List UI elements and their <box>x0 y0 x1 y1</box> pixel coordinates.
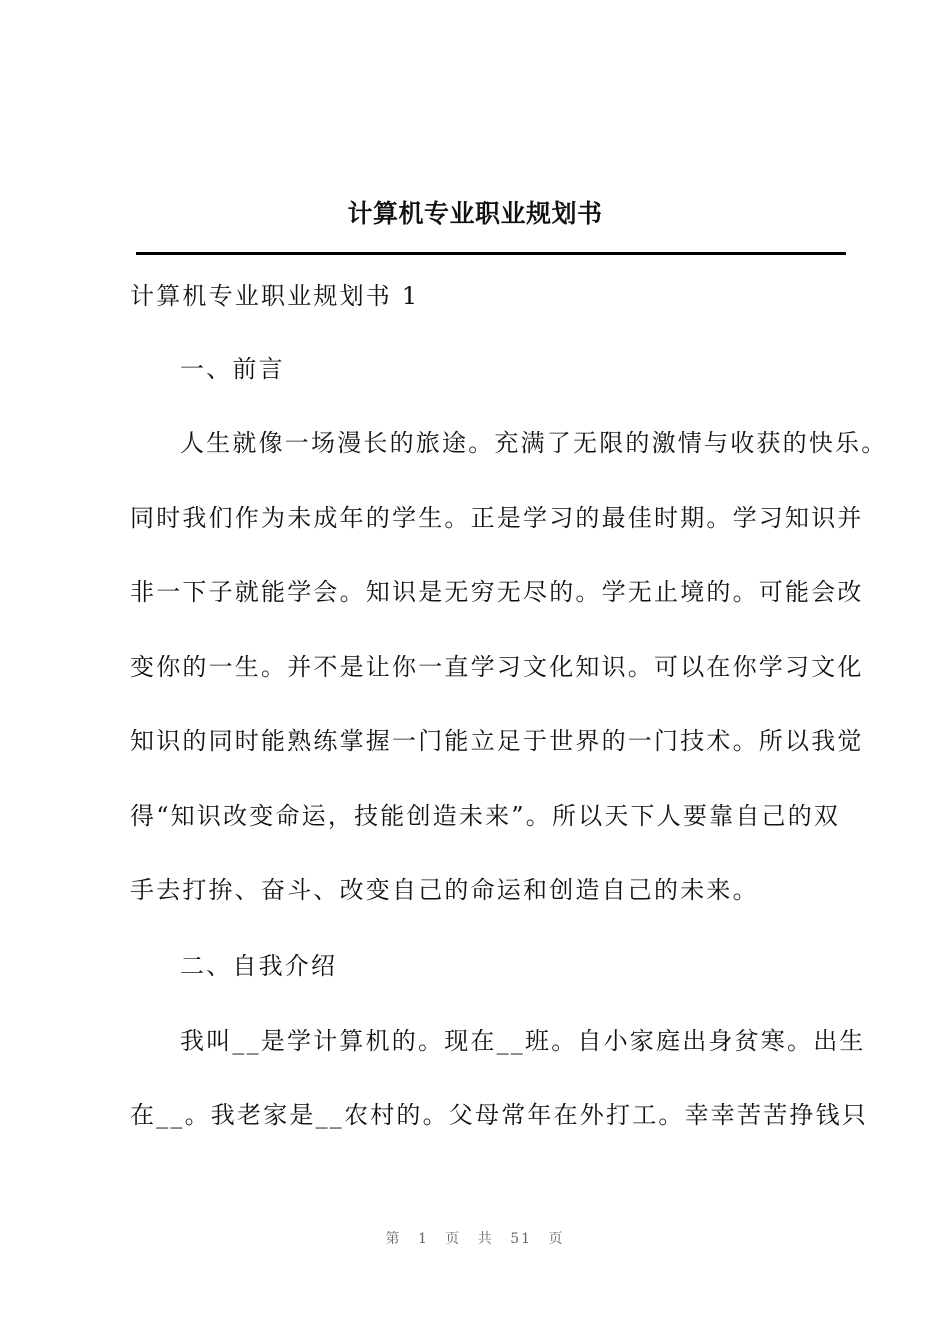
paragraph-line: 非一下子就能学会。知识是无穷无尽的。学无止境的。可能会改 <box>130 578 864 606</box>
paragraph-line: 我叫__是学计算机的。现在__班。自小家庭出身贫寒。出生 <box>180 1027 866 1055</box>
page-number-footer: 第 1 页 共 51 页 <box>385 1231 565 1247</box>
paragraph-line: 手去打拚、奋斗、改变自己的命运和创造自己的未来。 <box>130 876 759 904</box>
paragraph-line: 人生就像一场漫长的旅途。充满了无限的激情与收获的快乐。 <box>180 429 888 457</box>
heading-preface: 一、前言 <box>180 355 285 383</box>
title-divider <box>136 252 846 255</box>
paragraph-line: 知识的同时能熟练掌握一门能立足于世界的一门技术。所以我觉 <box>130 727 864 755</box>
document-title: 计算机专业职业规划书 <box>347 199 603 228</box>
paragraph-line: 变你的一生。并不是让你一直学习文化知识。可以在你学习文化 <box>130 653 864 681</box>
paragraph-line: 得“知识改变命运，技能创造未来”。所以天下人要靠自己的双 <box>130 802 841 830</box>
heading-self-introduction: 二、自我介绍 <box>180 952 338 980</box>
paragraph-line: 在__。我老家是__农村的。父母常年在外打工。幸幸苦苦挣钱只 <box>130 1101 868 1129</box>
section-subtitle: 计算机专业职业规划书 1 <box>130 282 420 310</box>
paragraph-line: 同时我们作为未成年的学生。正是学习的最佳时期。学习知识并 <box>130 504 864 532</box>
